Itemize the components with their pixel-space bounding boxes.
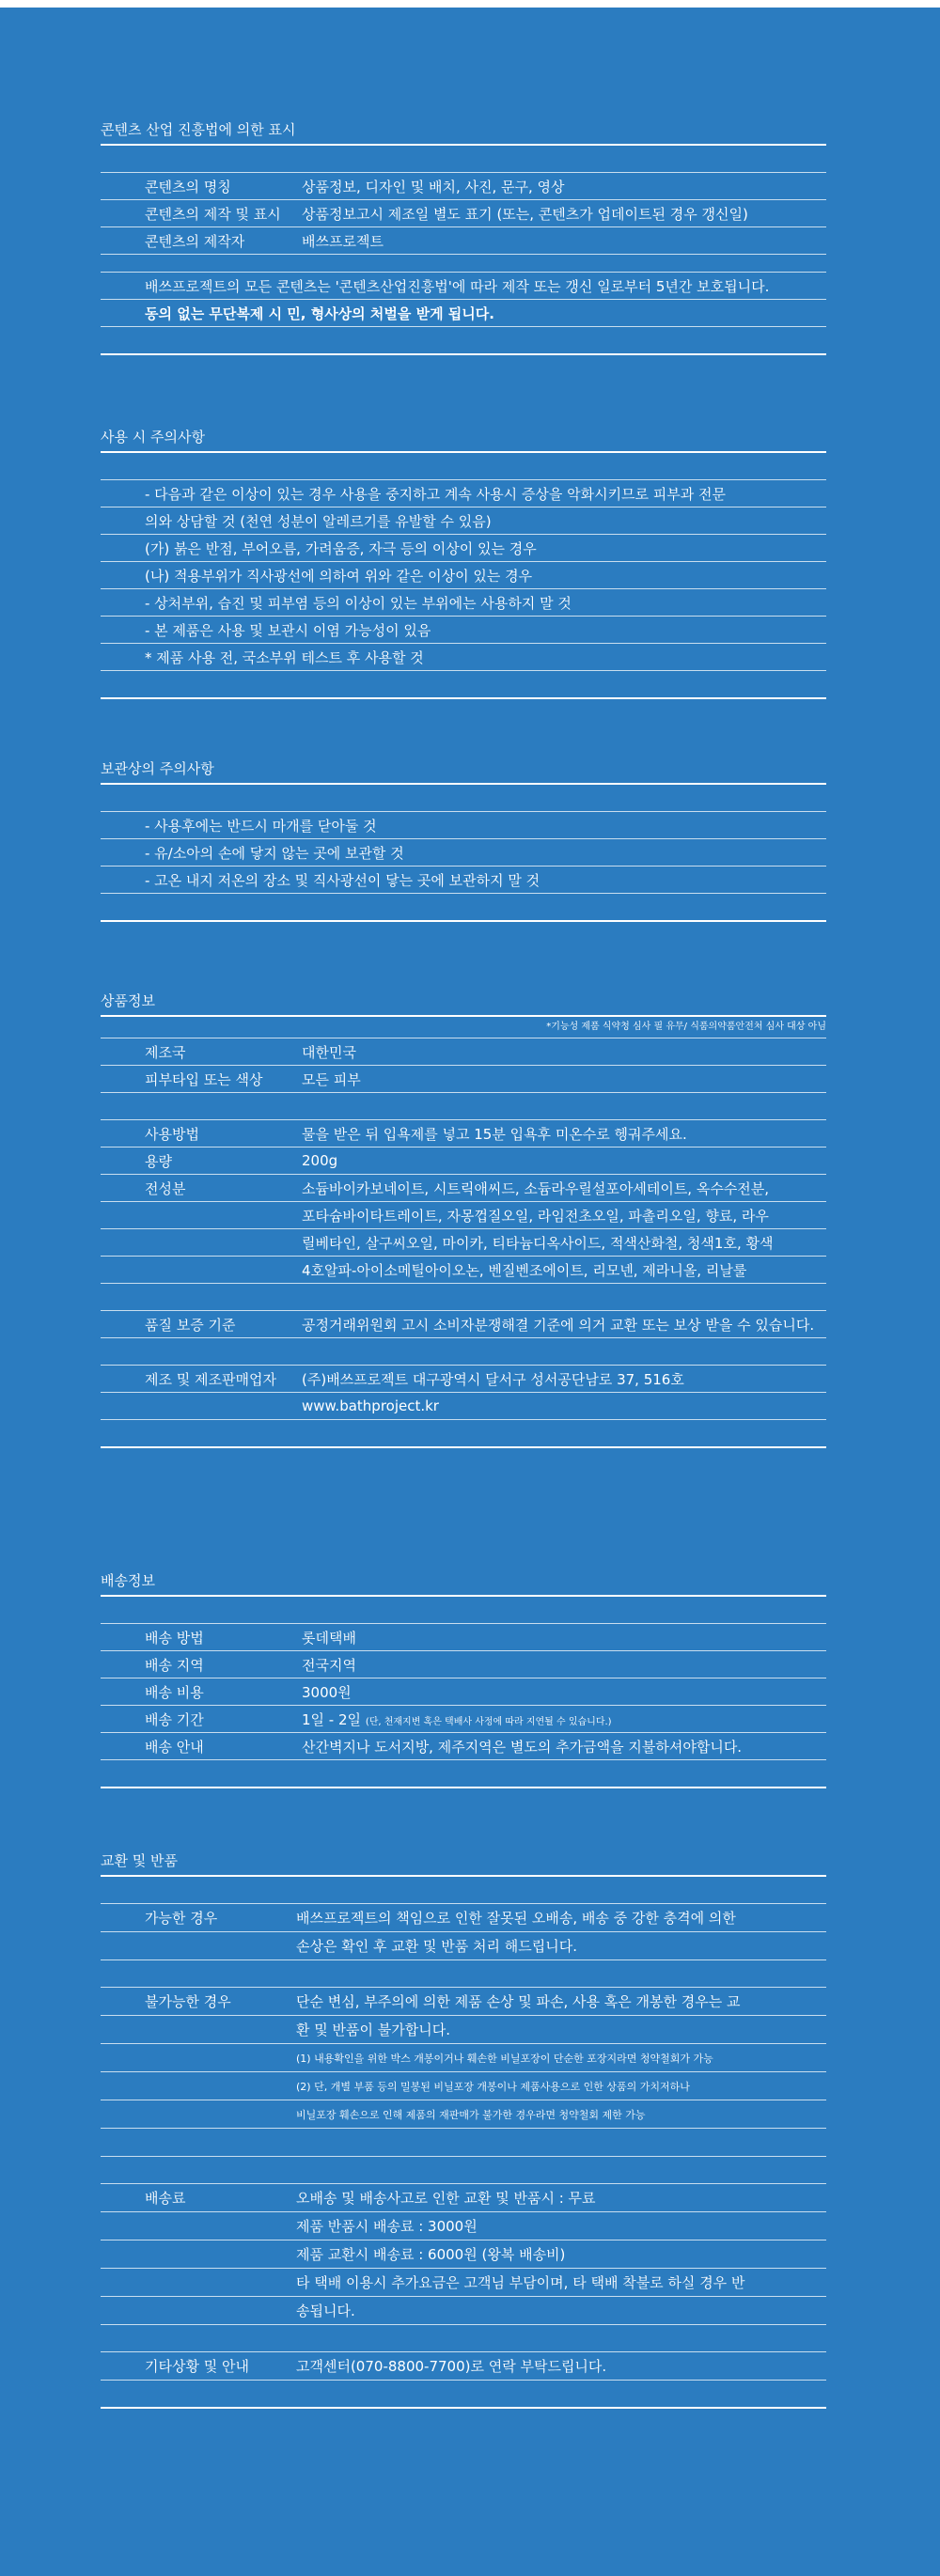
section-title: 보관상의 주의사항 — [101, 760, 214, 777]
caution-line: - 본 제품은 사용 및 보관시 이염 가능성이 있음 — [145, 621, 431, 639]
divider — [101, 2407, 826, 2409]
row-label: 콘텐츠의 제작자 — [145, 232, 245, 250]
storage-line: - 사용후에는 반드시 마개를 닫아둘 것 — [145, 817, 377, 835]
row-value: 고객센터(070-8800-7700)로 연락 부탁드립니다. — [296, 2358, 607, 2375]
usage-caution-section — [101, 428, 826, 699]
row-label: 전성분 — [145, 1179, 186, 1197]
period-note: (단, 천재지변 혹은 택배사 사정에 따라 지연될 수 있습니다.) — [365, 1716, 612, 1727]
quality-row — [101, 1311, 826, 1337]
shipping-area-row — [101, 1651, 826, 1678]
row-value: 단순 변심, 부주의에 의한 제품 손상 및 파손, 사용 혹은 개봉한 경우는 교 — [296, 1993, 741, 2010]
row-label: 배송 방법 — [145, 1629, 204, 1647]
ingredients-line: 소듐바이카보네이트, 시트릭애씨드, 소듐라우릴설포아세테이트, 옥수수전분, — [302, 1179, 770, 1197]
product-info-section — [101, 991, 826, 1448]
note-text: (1) 내용확인을 위한 박스 개봉이거나 훼손한 비닐포장이 단순한 포장지라면 청약철회가 가능 — [296, 2052, 713, 2065]
shipping-period-row — [101, 1706, 826, 1732]
ingredients-line: 포타슘바이타트레이트, 자몽껍질오일, 라임전초오일, 파촐리오일, 향료, 라우 — [302, 1207, 769, 1225]
row-value: 롯데택배 — [302, 1629, 356, 1647]
row-value: 모든 피부 — [302, 1070, 361, 1088]
impossible-note — [101, 2100, 826, 2128]
row-label: 콘텐츠의 명칭 — [145, 178, 231, 195]
copyright-warning: 동의 없는 무단복제 시 민, 형사상의 처벌을 받게 됩니다. — [145, 304, 494, 322]
row-label: 제조 및 제조판매업자 — [145, 1370, 276, 1388]
volume-row — [101, 1147, 826, 1174]
row-value: 1일 - 2일 — [302, 1710, 362, 1728]
caution-line: 의와 상담할 것 (천연 성분이 알레르기를 유발할 수 있음) — [145, 512, 492, 530]
row-label: 사용방법 — [145, 1125, 199, 1143]
ingredients-row — [101, 1229, 826, 1256]
row-value: 물을 받은 뒤 입욕제를 넣고 15분 입욕후 미온수로 헹궈주세요. — [302, 1125, 687, 1143]
row-label: 용량 — [145, 1152, 172, 1170]
row-label: 가능한 경우 — [145, 1910, 218, 1927]
content-law-section — [101, 120, 826, 355]
caution-line: (가) 붉은 반점, 부어오름, 가려움증, 자극 등의 이상이 있는 경우 — [145, 539, 537, 557]
row-label: 배송 기간 — [145, 1710, 204, 1728]
note-text: 비닐포장 훼손으로 인해 제품의 재판매가 불가한 경우라면 청약철회 제한 가능 — [296, 2108, 646, 2121]
storage-line: - 고온 내지 저온의 장소 및 직사광선이 닿는 곳에 보관하지 말 것 — [145, 871, 540, 889]
ingredients-line: 릴베타인, 살구씨오일, 마이카, 티타늄디옥사이드, 적색산화철, 청색1호, 황색 — [302, 1234, 774, 1252]
row-value: 산간벽지나 도서지방, 제주지역은 별도의 추가금액을 지불하셔야합니다. — [302, 1738, 743, 1756]
impossible-note — [101, 2044, 826, 2071]
usage-row — [101, 1120, 826, 1147]
row-label: 기타상황 및 안내 — [145, 2358, 249, 2375]
impossible-row — [101, 1988, 826, 2015]
divider — [101, 1787, 826, 1788]
maker-row — [101, 1366, 826, 1392]
shipping-section — [101, 1571, 826, 1788]
caution-line: - 상처부위, 습진 및 피부염 등의 이상이 있는 부위에는 사용하지 말 것 — [145, 594, 572, 612]
row-value: 상품정보, 디자인 및 배치, 사진, 문구, 영상 — [302, 178, 565, 195]
caution-line: (나) 적용부위가 직사광선에 의하여 위와 같은 이상이 있는 경우 — [145, 567, 533, 585]
row-value: 대한민국 — [302, 1043, 356, 1061]
row-value: 상품정보고시 제조일 별도 표기 (또는, 콘텐츠가 업데이트된 경우 갱신일) — [302, 205, 748, 223]
row-value: 배쓰프로젝트의 책임으로 인한 잘못된 오배송, 배송 중 강한 충격에 의한 — [296, 1910, 736, 1927]
country-row — [101, 1038, 826, 1065]
row-value: 3000원 — [302, 1683, 352, 1701]
ingredients-row — [101, 1202, 826, 1228]
divider — [101, 353, 826, 355]
row-label: 피부타입 또는 색상 — [145, 1070, 263, 1088]
row-value: 200g — [302, 1152, 338, 1169]
divider — [101, 920, 826, 922]
section-title: 배송정보 — [101, 1572, 155, 1589]
divider — [101, 697, 826, 699]
section-title: 콘텐츠 산업 진흥법에 의한 표시 — [101, 121, 296, 138]
copyright-notice: 배쓰프로젝트의 모든 콘텐츠는 '콘텐츠산업진흥법'에 따라 제작 또는 갱신 일로부터 5년간 보호됩니다. — [145, 277, 770, 295]
impossible-note — [101, 2072, 826, 2100]
row-value: 송됩니다. — [296, 2303, 355, 2319]
fee-row — [101, 2269, 826, 2296]
fee-row — [101, 2212, 826, 2240]
divider — [101, 1446, 826, 1448]
section-title: 상품정보 — [101, 992, 155, 1009]
etc-row — [101, 2352, 826, 2380]
shipping-guide-row — [101, 1733, 826, 1759]
section-title: 교환 및 반품 — [101, 1852, 178, 1869]
caution-line: - 다음과 같은 이상이 있는 경우 사용을 중지하고 계속 사용시 증상을 악화시키므로 피부과 전문 — [145, 485, 727, 503]
row-value: 손상은 확인 후 교환 및 반품 처리 해드립니다. — [296, 1938, 577, 1955]
fee-row — [101, 2297, 826, 2324]
possible-row — [101, 1904, 826, 1931]
row-value: 제품 교환시 배송료 : 6000원 (왕복 배송비) — [296, 2246, 566, 2263]
note-text: (2) 단, 개별 부품 등의 밀봉된 비닐포장 개봉이나 제품사용으로 인한 상품의 가치저하나 — [296, 2080, 690, 2093]
row-value: 공정거래위원회 고시 소비자분쟁해결 기준에 의거 교환 또는 보상 받을 수 있습니다. — [302, 1316, 815, 1334]
ingredients-row — [101, 1175, 826, 1201]
row-value: 전국지역 — [302, 1656, 356, 1674]
url-row — [101, 1393, 826, 1419]
content-maker-row — [101, 227, 826, 254]
content-name-row — [101, 173, 826, 199]
row-value: 환 및 반품이 불가합니다. — [296, 2022, 450, 2038]
skin-type-row — [101, 1066, 826, 1092]
row-label: 제조국 — [145, 1043, 186, 1061]
possible-row — [101, 1932, 826, 1959]
row-value: 제품 반품시 배송료 : 3000원 — [296, 2218, 478, 2235]
shipping-method-row — [101, 1624, 826, 1650]
row-label: 배송 안내 — [145, 1738, 204, 1756]
ingredients-row — [101, 1257, 826, 1283]
exchange-return-section — [101, 1851, 826, 2409]
row-label: 콘텐츠의 제작 및 표시 — [145, 205, 281, 223]
row-value: 오배송 및 배송사고로 인한 교환 및 반품시 : 무료 — [296, 2190, 596, 2207]
row-label: 품질 보증 기준 — [145, 1316, 236, 1334]
row-value: 타 택배 이용시 추가요금은 고객님 부담이며, 타 택배 착불로 하실 경우 반 — [296, 2274, 745, 2291]
website-link[interactable]: www.bathproject.kr — [302, 1397, 439, 1414]
fee-row — [101, 2240, 826, 2268]
row-value: (주)배쓰프로젝트 대구광역시 달서구 성서공단남로 37, 516호 — [302, 1370, 684, 1388]
storage-caution-section — [101, 759, 826, 922]
content-production-row — [101, 200, 826, 226]
row-label: 배송 비용 — [145, 1683, 204, 1701]
impossible-row — [101, 2016, 826, 2043]
storage-line: - 유/소아의 손에 닿지 않는 곳에 보관할 것 — [145, 844, 404, 862]
fee-row — [101, 2184, 826, 2211]
row-label: 배송 지역 — [145, 1656, 204, 1674]
row-label: 불가능한 경우 — [145, 1993, 231, 2010]
section-title: 사용 시 주의사항 — [101, 429, 205, 445]
shipping-cost-row — [101, 1678, 826, 1705]
ingredients-line: 4호알파-아이소메틸아이오논, 벤질벤조에이트, 리모넨, 제라니올, 리날룰 — [302, 1261, 747, 1279]
functional-note: *기능성 제품 식약청 심사 필 유무/ 식품의약품안전처 심사 대상 아님 — [546, 1022, 826, 1032]
row-label: 배송료 — [145, 2190, 186, 2207]
caution-line: * 제품 사용 전, 국소부위 테스트 후 사용할 것 — [145, 648, 424, 666]
top-bar — [0, 0, 940, 8]
row-value: 배쓰프로젝트 — [302, 232, 384, 250]
